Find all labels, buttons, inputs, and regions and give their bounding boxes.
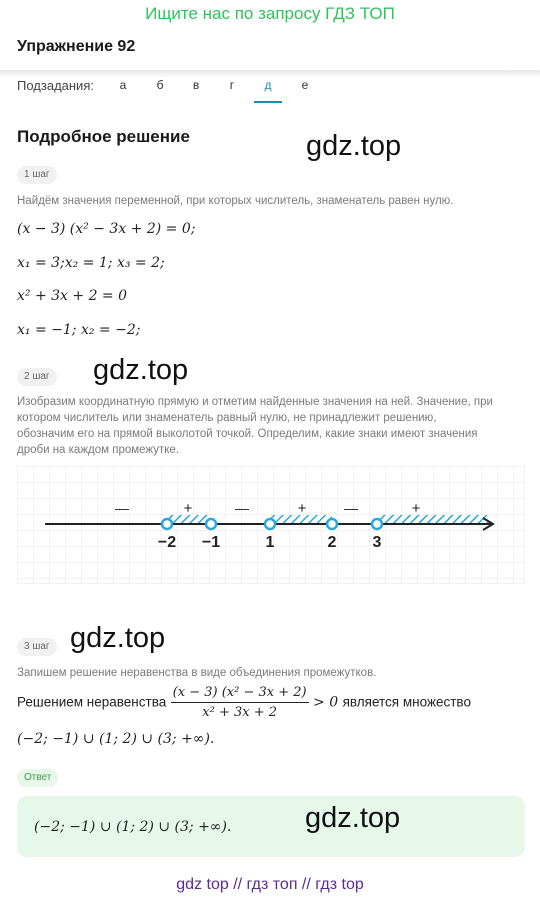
subtasks-label: Подзадания: (17, 78, 94, 93)
step-2-chip: 2 шаг (17, 368, 57, 386)
point-label: 2 (327, 534, 337, 551)
watermark: gdz.top (305, 802, 401, 834)
equation-4: x₁ = −1; x₂ = −2; (17, 322, 141, 338)
interval-sign: + (411, 500, 421, 517)
answer-chip: Ответ (17, 769, 58, 787)
equation-2: x₁ = 3;x₂ = 1; x₃ = 2; (17, 255, 165, 271)
point-label: −1 (201, 534, 221, 551)
interval-hatch-3 (377, 515, 489, 524)
inequality-fraction (171, 685, 309, 720)
solution-prefix: Решением неравенства (17, 694, 167, 710)
tab-e[interactable]: е (301, 78, 309, 92)
tab-g[interactable]: г (229, 78, 235, 92)
step-3-text: Запишем решение неравенства в виде объединения промежутков. (17, 667, 377, 679)
fraction-denominator: x² + 3x + 2 (202, 705, 277, 720)
step-2-line: Изобразим координатную прямую и отметим найденные значения на ней. Значение, при (17, 396, 493, 408)
fraction-numerator: (x − 3) (x² − 3x + 2) (171, 685, 309, 703)
solution-suffix: является множество (342, 694, 471, 710)
interval-sign: + (183, 500, 193, 517)
watermark: gdz.top (93, 354, 189, 386)
open-point (162, 519, 172, 529)
exercise-title: Упражнение 92 (17, 38, 136, 55)
section-title: Подробное решение (17, 127, 190, 146)
interval-sign: + (297, 500, 307, 517)
step-2-line: котором числитель или знаменатель равный нулю, не принадлежит решению, (17, 412, 437, 424)
header-divider (0, 70, 540, 78)
tab-b[interactable]: б (156, 78, 164, 92)
solution-statement (17, 685, 471, 720)
open-point (265, 519, 275, 529)
point-label: 3 (372, 534, 382, 551)
search-banner: Ищите нас по запросу ГДЗ ТОП (145, 4, 395, 23)
number-line-figure (17, 466, 525, 584)
inequality-sign: > 0 (313, 694, 339, 711)
point-label: −2 (157, 534, 177, 551)
step-1-chip: 1 шаг (17, 166, 57, 184)
step-2-text (17, 394, 532, 458)
watermark: gdz.top (306, 130, 402, 162)
tab-a[interactable]: а (119, 78, 127, 92)
step-2-line: дроби на каждом промежутке. (17, 444, 180, 456)
interval-sign: — (344, 500, 358, 516)
step-1-text: Найдём значения переменной, при которых числитель, знаменатель равен нулю. (17, 195, 454, 207)
answer-value: (−2; −1) ∪ (1; 2) ∪ (3; +∞). (34, 819, 232, 835)
equation-1: (x − 3) (x² − 3x + 2) = 0; (17, 221, 196, 237)
interval-sign: — (115, 500, 129, 516)
interval-sign: — (235, 500, 249, 516)
solution-set: (−2; −1) ∪ (1; 2) ∪ (3; +∞). (17, 731, 215, 747)
equation-3: x² + 3x + 2 = 0 (17, 288, 128, 304)
step-3-chip: 3 шаг (17, 638, 57, 656)
point-label: 1 (265, 534, 275, 551)
step-2-line: обозначим его на прямой выколотой точкой. Определим, какие знаки имеют значения (17, 428, 478, 440)
open-point (206, 519, 216, 529)
footer-links[interactable]: gdz top // гдз топ // гдз top (176, 876, 364, 893)
open-point (372, 519, 382, 529)
watermark: gdz.top (70, 622, 166, 654)
tab-v[interactable]: в (192, 78, 200, 92)
tab-d[interactable]: д (254, 78, 282, 103)
open-point (327, 519, 337, 529)
